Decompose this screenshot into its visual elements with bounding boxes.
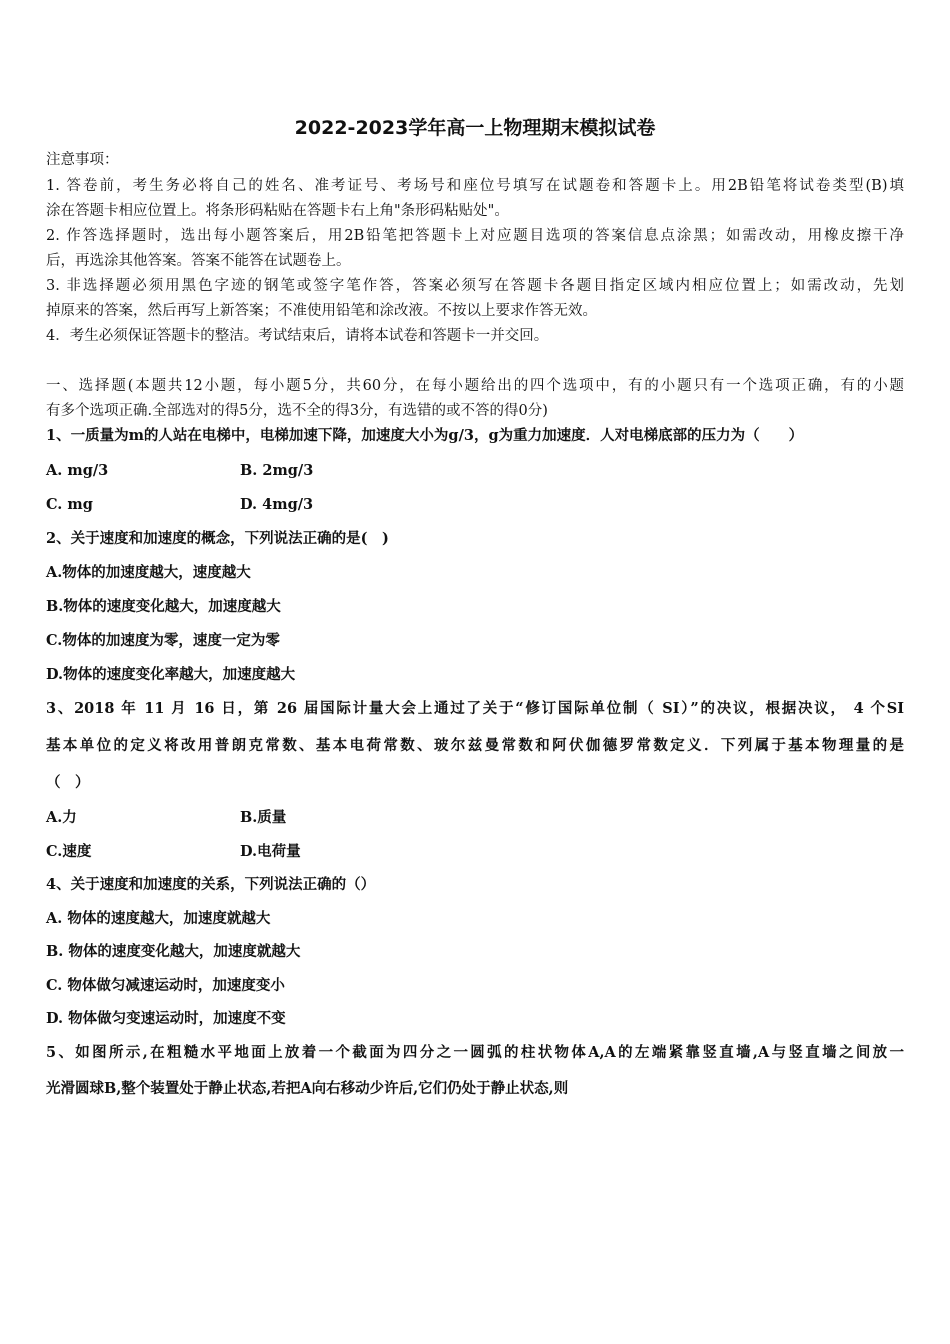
question-1-option-c: C. mg xyxy=(46,496,93,513)
question-4-option-d: D. 物体做匀变速运动时，加速度不变 xyxy=(46,1010,286,1027)
question-4-stem: 4、关于速度和加速度的关系，下列说法正确的（） xyxy=(46,876,376,893)
notice-item-1-line-1: 1. 答卷前，考生务必将自己的姓名、准考证号、考场号和座位号填写在试题卷和答题卡上。用2B铅笔将试卷类型(B)填 xyxy=(46,178,904,194)
notice-item-3-line-1: 3. 非选择题必须用黑色字迹的钢笔或签字笔作答，答案必须写在答题卡各题目指定区域内相应位置上；如需改动，先划 xyxy=(46,278,904,294)
question-4-option-c: C. 物体做匀减速运动时，加速度变小 xyxy=(46,977,285,994)
question-2-option-a: A.物体的加速度越大，速度越大 xyxy=(46,564,251,581)
notice-item-3-line-2: 掉原来的答案，然后再写上新答案；不准使用铅笔和涂改液。不按以上要求作答无效。 xyxy=(46,303,597,319)
question-2-option-c: C.物体的加速度为零，速度一定为零 xyxy=(46,632,280,649)
question-3-stem-line-3: （ ） xyxy=(46,774,90,791)
question-5-stem-line-1: 5、如图所示,在粗糙水平地面上放着一个截面为四分之一圆弧的柱状物体A,A的左端紧靠竖直墙,A与竖直墙之间放一 xyxy=(46,1044,904,1061)
question-4-option-b: B. 物体的速度变化越大，加速度就越大 xyxy=(46,943,301,960)
question-3-option-d: D.电荷量 xyxy=(240,843,301,860)
notice-item-1-line-2: 涂在答题卡相应位置上。将条形码粘贴在答题卡右上角"条形码粘贴处"。 xyxy=(46,203,509,219)
question-3-stem-line-2: 基本单位的定义将改用普朗克常数、基本电荷常数、玻尔兹曼常数和阿伏伽德罗常数定义．下列属于基本物理量的是 xyxy=(46,737,904,754)
question-1-stem: 1、一质量为m的人站在电梯中，电梯加速下降，加速度大小为g/3，g为重力加速度．人对电梯底部的压力为（ ） xyxy=(46,427,804,444)
question-1-option-a: A. mg/3 xyxy=(46,462,109,479)
page-title: 2022-2023学年高一上物理期末模拟试卷 xyxy=(294,117,656,139)
section-heading-line-1: 一、选择题(本题共12小题，每小题5分，共60分，在每小题给出的四个选项中，有的小题只有一个选项正确，有的小题 xyxy=(46,378,904,394)
question-5-stem-line-2: 光滑圆球B,整个装置处于静止状态,若把A向右移动少许后,它们仍处于静止状态,则 xyxy=(46,1080,569,1097)
notice-heading: 注意事项： xyxy=(46,152,119,168)
notice-item-4: 4．考生必须保证答题卡的整洁。考试结束后，请将本试卷和答题卡一并交回。 xyxy=(46,328,549,344)
notice-item-2-line-1: 2. 作答选择题时，选出每小题答案后，用2B铅笔把答题卡上对应题目选项的答案信息点涂黑；如需改动，用橡皮擦干净 xyxy=(46,228,904,244)
question-1-option-d: D. 4mg/3 xyxy=(240,496,314,513)
notice-item-2-line-2: 后，再选涂其他答案。答案不能答在试题卷上。 xyxy=(46,253,351,269)
question-4-option-a: A. 物体的速度越大，加速度就越大 xyxy=(46,910,271,927)
question-1-option-b: B. 2mg/3 xyxy=(240,462,314,479)
question-3-stem-line-1: 3、2018 年 11 月 16 日，第 26 届国际计量大会上通过了关于“修订国际单位制（ SI）”的决议，根据决议， 4 个SI xyxy=(46,700,904,717)
question-2-stem: 2、关于速度和加速度的概念，下列说法正确的是( ) xyxy=(46,530,389,547)
question-3-option-b: B.质量 xyxy=(240,809,287,826)
question-3-option-c: C.速度 xyxy=(46,843,92,860)
section-heading-line-2: 有多个选项正确.全部选对的得5分，选不全的得3分，有选错的或不答的得0分) xyxy=(46,403,548,419)
question-2-option-d: D.物体的速度变化率越大，加速度越大 xyxy=(46,666,296,683)
question-3-option-a: A.力 xyxy=(46,809,77,826)
question-2-option-b: B.物体的速度变化越大，加速度越大 xyxy=(46,598,281,615)
